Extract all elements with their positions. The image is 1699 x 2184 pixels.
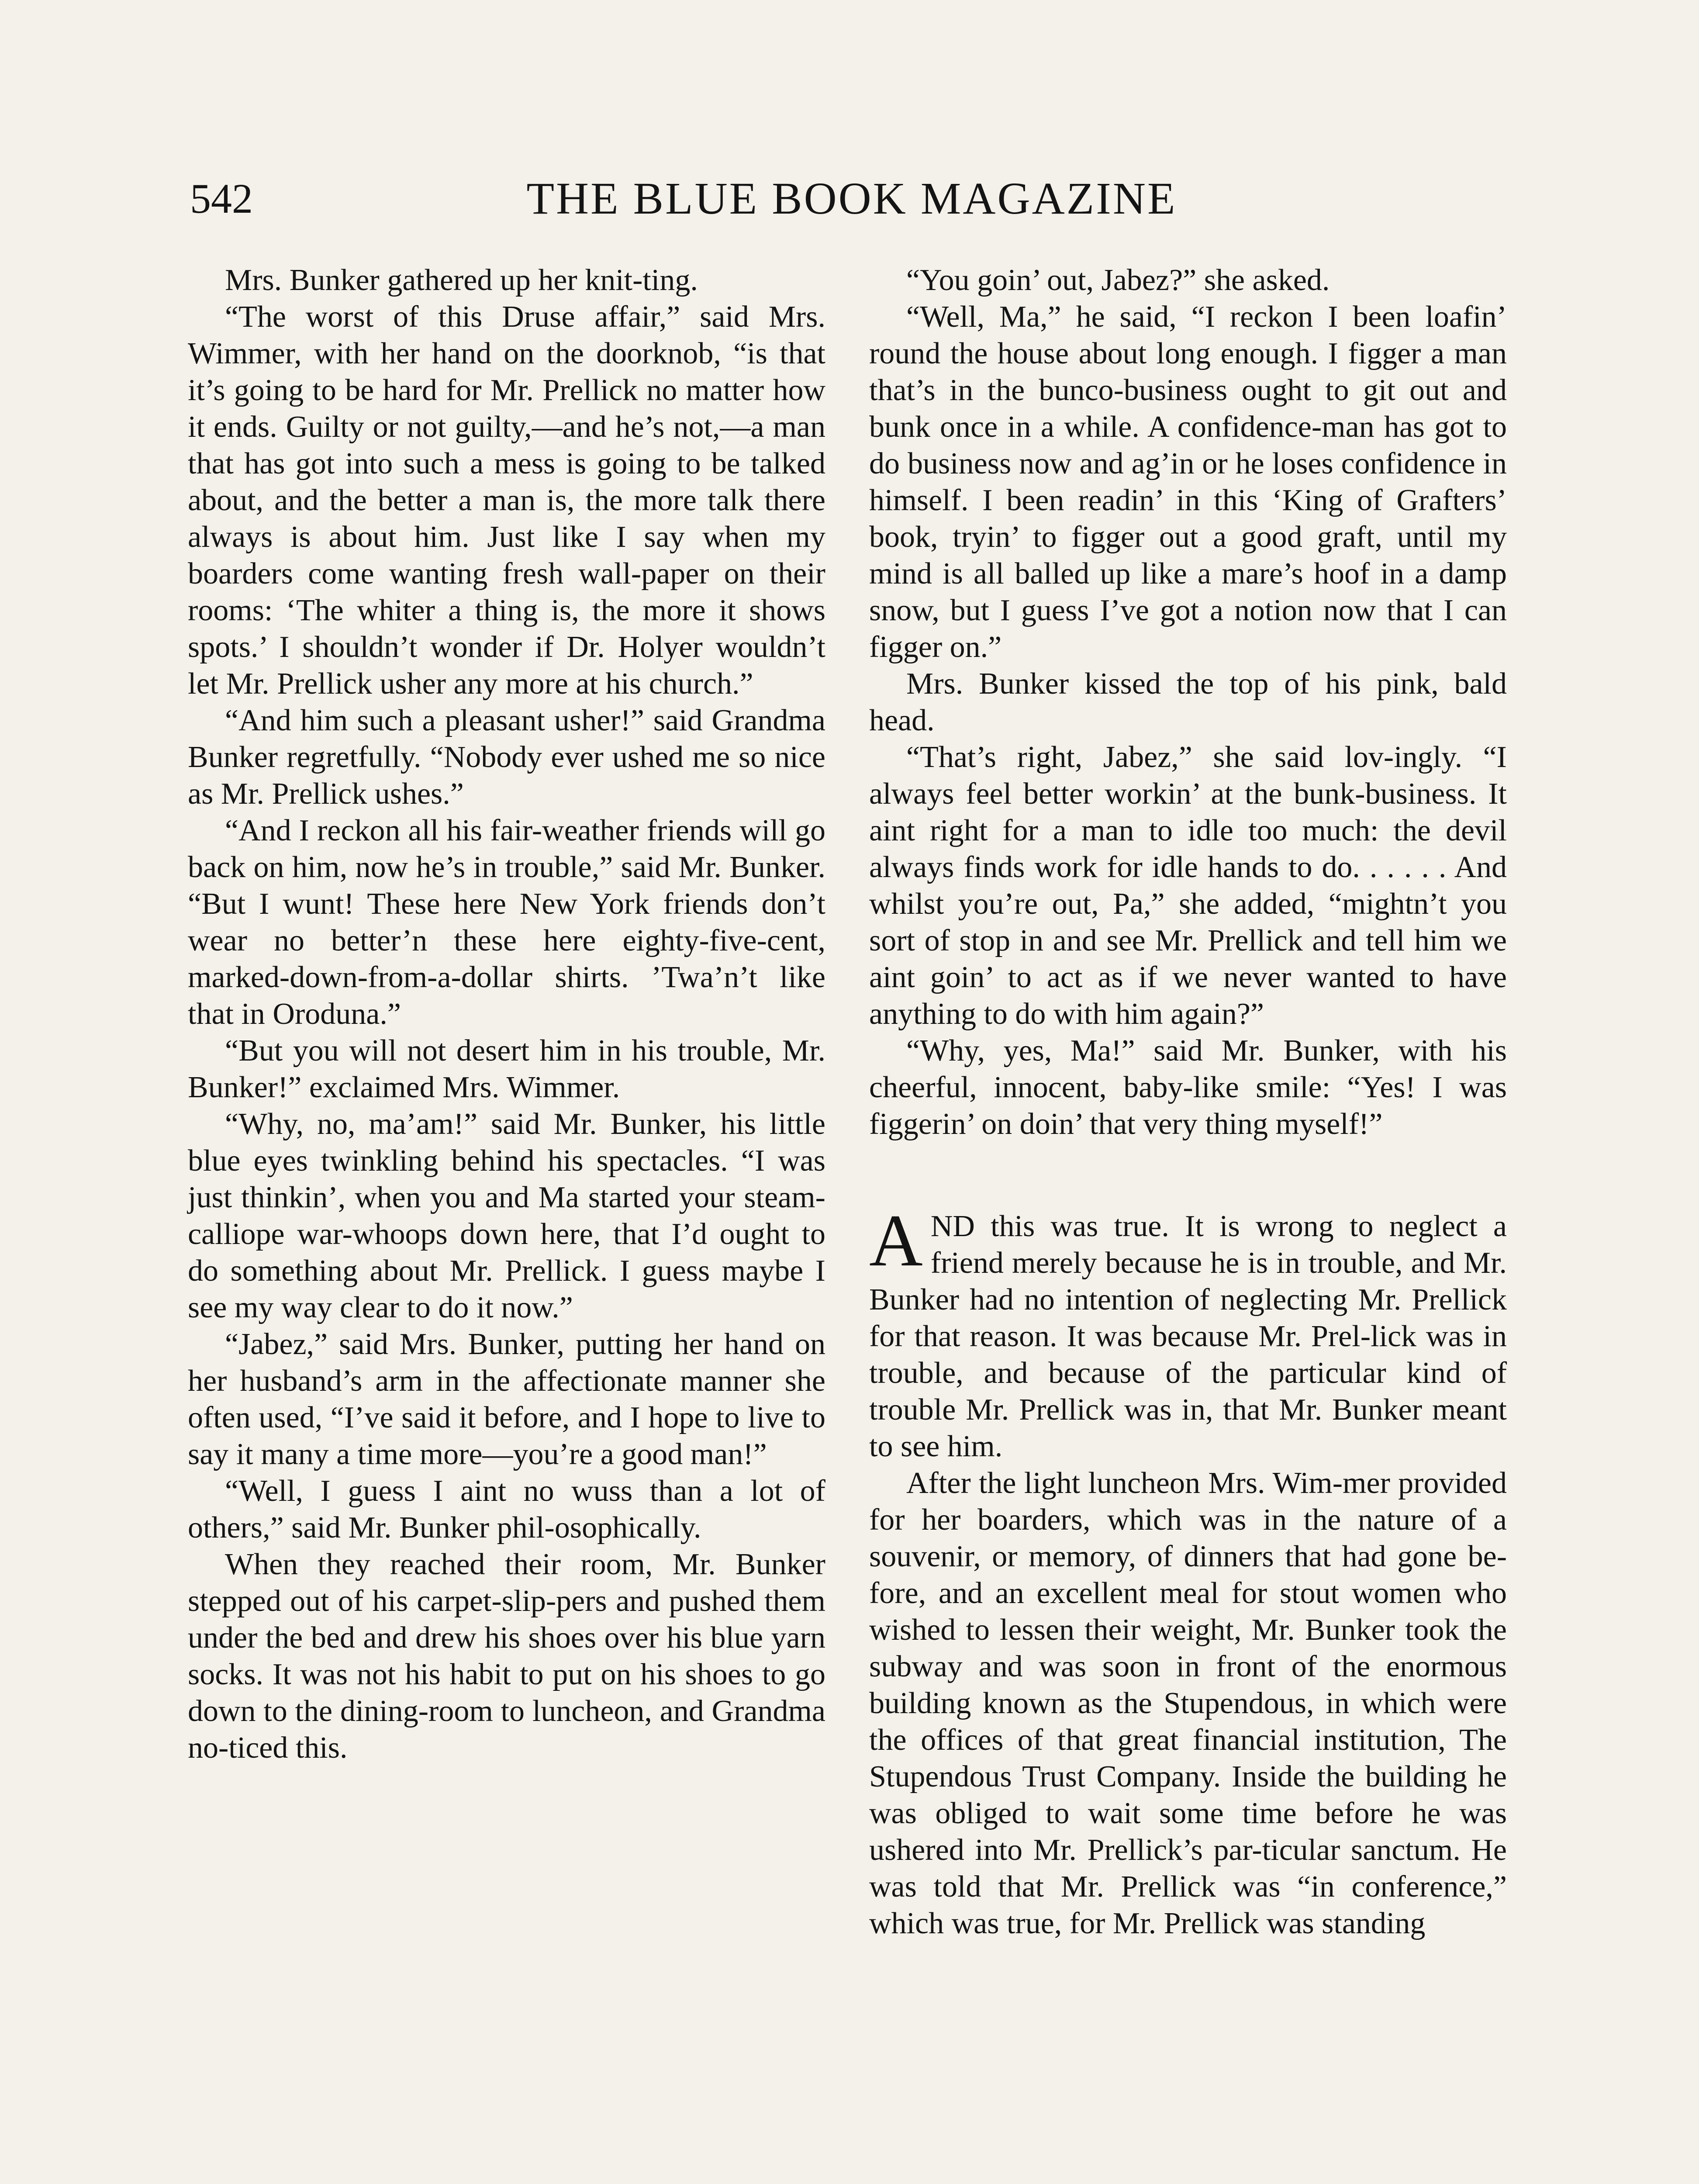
drop-cap-paragraph-text: ND this was true. It is wrong to neglect a friend merely because he is in trouble, and Mr. Bunker had no intention of neglecting Mr. Prellick for that reason. It was because Mr. Prel-lick was in trouble, and because of the particular kind of trouble Mr. Prellick was in, that Mr. Bunker meant to see him. (869, 1209, 1507, 1463)
section-break (869, 1143, 1507, 1208)
page-number: 542 (190, 175, 253, 222)
paragraph: “That’s right, Jabez,” she said lov-ingly. “I always feel better workin’ at the bunk-business. It aint right for a man to idle too much: the devil always finds work for idle hands to do. . . . . . And whilst you’re out, Pa,” she added, “mightn’t you sort of stop in and see Mr. Prellick and tell him we aint goin’ to act as if we never wanted to have anything to do with him again?” (869, 740, 1507, 1031)
paragraph: “Jabez,” said Mrs. Bunker, putting her hand on her husband’s arm in the affectionate manner she often used, “I’ve said it before, and I hope to live to say it many a time more—you’re a good man!” (188, 1327, 825, 1471)
paragraph: After the light luncheon Mrs. Wim-mer provided for her boarders, which was in the nature of a souvenir, or memory, of dinners that had gone be-fore, and an excellent meal for stout women who wished to lessen their weight, Mr. Bunker took the subway and was soon in front of the enormous building known as the Stupendous, in which were the offices of that great financial institution, The Stupendous Trust Company. Inside the building he was obliged to wait some time before he was ushered into Mr. Prellick’s par-ticular sanctum. He was told that Mr. Prellick was “in conference,” which was true, for Mr. Prellick was standing (869, 1466, 1507, 1940)
paragraph: “You goin’ out, Jabez?” she asked. (906, 263, 1330, 297)
paragraph: “But you will not desert him in his trouble, Mr. Bunker!” exclaimed Mrs. Wimmer. (188, 1034, 825, 1104)
paragraph: “Well, I guess I aint no wuss than a lot of others,” said Mr. Bunker phil-osophically. (188, 1474, 825, 1545)
paragraph: Mrs. Bunker gathered up her knit-ting. (225, 263, 698, 297)
right-column (869, 262, 1507, 1942)
paragraph: “The worst of this Druse affair,” said Mrs. Wimmer, with her hand on the doorknob, “is that it’s going to be hard for Mr. Prellick no matter how it ends. Guilty or not guilty,—and he’s not,—a man that has got into such a mess is going to be talked about, and the better a man is, the more talk there always is about him. Just like I say when my boarders come wanting fresh wall-paper on their rooms: ‘The whiter a thing is, the more it shows spots.’ I shouldn’t wonder if Dr. Holyer wouldn’t let Mr. Prellick usher any more at his church.” (188, 300, 825, 701)
paragraph: “Well, Ma,” he said, “I reckon I been loafin’ round the house about long enough. I figger a man that’s in the bunco-business ought to git out and bunk once in a while. A confidence-man has got to do business now and ag’in or he loses confidence in himself. I been readin’ in this ‘King of Grafters’ book, tryin’ to figger out a good graft, until my mind is all balled up like a mare’s hoof in a damp snow, but I guess I’ve got a notion now that I can figger on.” (869, 300, 1507, 664)
running-title: THE BLUE BOOK MAGAZINE (526, 173, 1177, 224)
paragraph: “Why, yes, Ma!” said Mr. Bunker, with his cheerful, innocent, baby-like smile: “Yes! I was figgerin’ on doin’ that very thing myself!” (869, 1034, 1507, 1141)
paragraph: “Why, no, ma’am!” said Mr. Bunker, his little blue eyes twinkling behind his spectacles. “I was just thinkin’, when you and Ma started your steam-calliope war-whoops down here, that I’d ought to do something about Mr. Prellick. I guess maybe I see my way clear to do it now.” (188, 1107, 825, 1324)
paragraph: When they reached their room, Mr. Bunker stepped out of his carpet-slip-pers and pushed them under the bed and drew his shoes over his blue yarn socks. It was not his habit to put on his shoes to go down to the dining-room to luncheon, and Grandma no-ticed this. (188, 1548, 825, 1765)
paragraph: “And I reckon all his fair-weather friends will go back on him, now he’s in trouble,” said Mr. Bunker. “But I wunt! These here New York friends don’t wear no better’n these here eighty-five-cent, marked-down-from-a-dollar shirts. ’Twa’n’t like that in Oroduna.” (188, 814, 825, 1031)
drop-cap: A (869, 1199, 923, 1282)
paragraph: “And him such a pleasant usher!” said Grandma Bunker regretfully. “Nobody ever ushed me so nice as Mr. Prellick ushes.” (188, 704, 825, 811)
drop-cap-paragraph (869, 1199, 1507, 1465)
page-header (190, 173, 1513, 242)
left-column (188, 262, 825, 1766)
paragraph: Mrs. Bunker kissed the top of his pink, bald head. (869, 667, 1507, 737)
